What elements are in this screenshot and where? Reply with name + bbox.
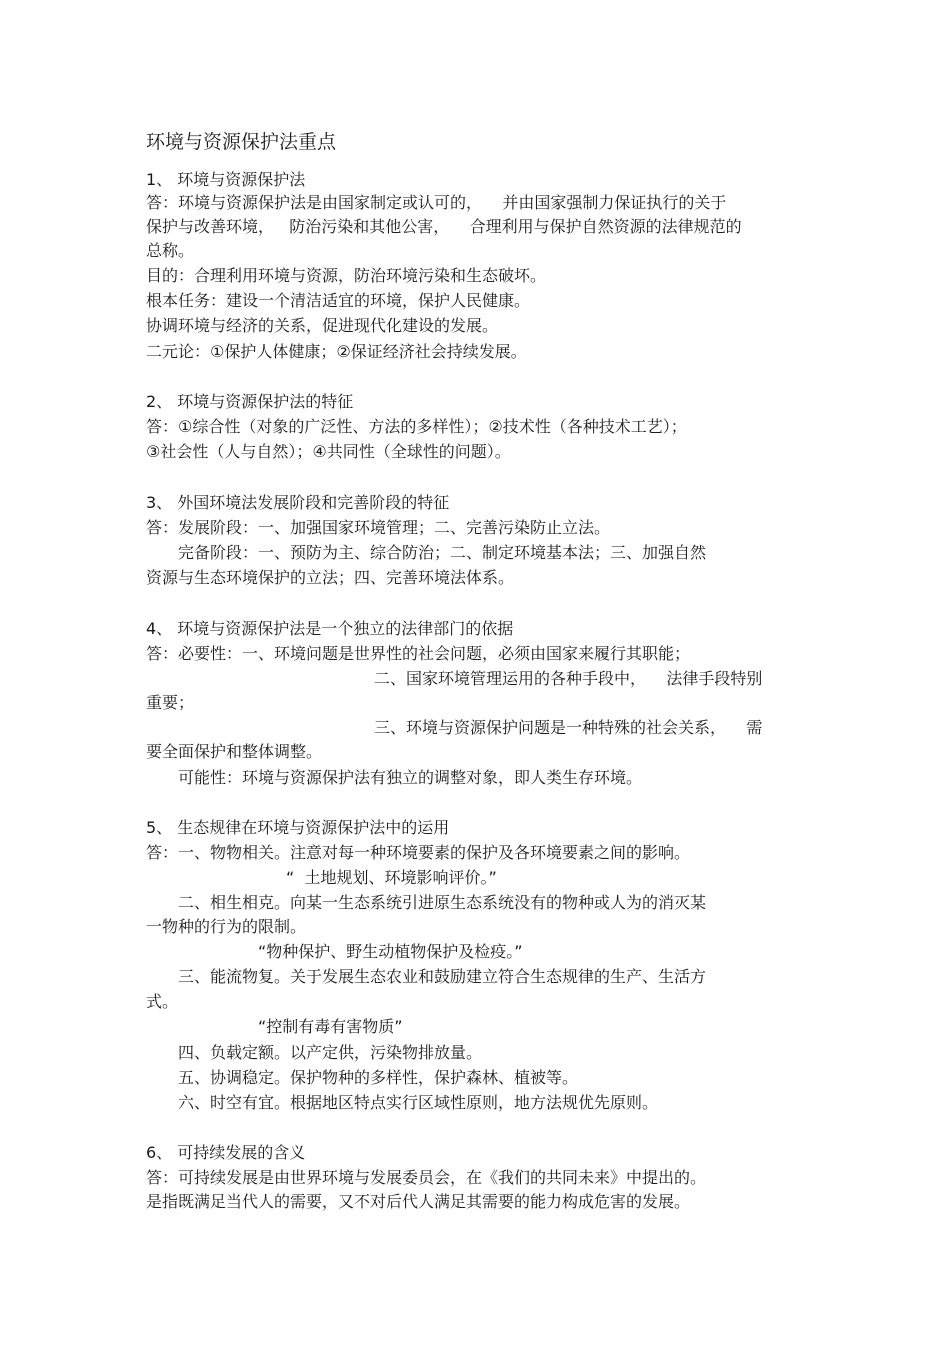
text-line: 二、国家环境管理运用的各种手段中， 法律手段特别 bbox=[374, 669, 763, 688]
text-line: 答：①综合性（对象的广泛性、方法的多样性）；②技术性（各种技术工艺）； bbox=[146, 417, 687, 436]
text-line: 资源与生态环境保护的立法；四、完善环境法体系。 bbox=[146, 568, 515, 587]
text-line: 五、协调稳定。保护物种的多样性，保护森林、植被等。 bbox=[178, 1068, 579, 1087]
text-line: 二、相生相克。向某一生态系统引进原生态系统没有的物种或人为的消灭某 bbox=[178, 893, 707, 912]
text-line: 二元论：①保护人体健康；②保证经济社会持续发展。 bbox=[146, 342, 527, 361]
text-line: 三、环境与资源保护问题是一种特殊的社会关系， 需 bbox=[374, 718, 763, 737]
section-heading-2: 2、 环境与资源保护法的特征 bbox=[146, 392, 354, 411]
text-line: 答：发展阶段：一、加强国家环境管理；二、完善污染防止立法。 bbox=[146, 518, 611, 537]
text-line: 答：必要性：一、环境问题是世界性的社会问题，必须由国家来履行其职能； bbox=[146, 644, 691, 663]
quote-line: “控制有毒有害物质” bbox=[258, 1017, 403, 1036]
text-line: 目的：合理利用环境与资源，防治环境污染和生态破坏。 bbox=[146, 266, 547, 285]
text-line: 四、负载定额。以产定供，污染物排放量。 bbox=[178, 1043, 483, 1062]
text-line: 协调环境与经济的关系，促进现代化建设的发展。 bbox=[146, 316, 499, 335]
text-line: 总称。 bbox=[146, 241, 195, 260]
section-heading-5: 5、 生态规律在环境与资源保护法中的运用 bbox=[146, 818, 450, 837]
text-line: 保护与改善环境， 防治污染和其他公害， 合理利用与保护自然资源的法律规范的 bbox=[146, 217, 742, 236]
text-line: ③社会性（人与自然）；④共同性（全球性的问题）。 bbox=[146, 442, 511, 461]
section-heading-6: 6、 可持续发展的含义 bbox=[146, 1143, 306, 1162]
text-line: 重要； bbox=[146, 693, 195, 712]
text-line: 根本任务：建设一个清洁适宜的环境，保护人民健康。 bbox=[146, 291, 531, 310]
text-line: 一物种的行为的限制。 bbox=[146, 917, 307, 936]
section-heading-1: 1、 环境与资源保护法 bbox=[146, 170, 306, 189]
text-line: 三、能流物复。关于发展生态农业和鼓励建立符合生态规律的生产、生活方 bbox=[178, 967, 707, 986]
text-line: 要全面保护和整体调整。 bbox=[146, 742, 323, 761]
text-line: 答：一、物物相关。注意对每一种环境要素的保护及各环境要素之间的影响。 bbox=[146, 843, 691, 862]
text-line: 式。 bbox=[146, 992, 179, 1011]
document-title: 环境与资源保护法重点 bbox=[146, 131, 337, 153]
text-line: 答：环境与资源保护法是由国家制定或认可的， 并由国家强制力保证执行的关于 bbox=[146, 193, 727, 212]
text-line: 可能性：环境与资源保护法有独立的调整对象，即人类生存环境。 bbox=[178, 768, 643, 787]
quote-line: “物种保护、野生动植物保护及检疫。” bbox=[258, 942, 523, 961]
section-heading-4: 4、 环境与资源保护法是一个独立的法律部门的依据 bbox=[146, 619, 514, 638]
quote-line: “ 土地规划、环境影响评价。” bbox=[286, 868, 497, 887]
section-heading-3: 3、 外国环境法发展阶段和完善阶段的特征 bbox=[146, 493, 450, 512]
text-line: 六、时空有宜。根据地区特点实行区域性原则，地方法规优先原则。 bbox=[178, 1093, 659, 1112]
text-line: 完备阶段：一、预防为主、综合防治；二、制定环境基本法；三、加强自然 bbox=[178, 543, 707, 562]
text-line: 答：可持续发展是由世界环境与发展委员会，在《我们的共同未来》中提出的。 bbox=[146, 1168, 707, 1187]
text-line: 是指既满足当代人的需要，又不对后代人满足其需要的能力构成危害的发展。 bbox=[146, 1192, 691, 1211]
